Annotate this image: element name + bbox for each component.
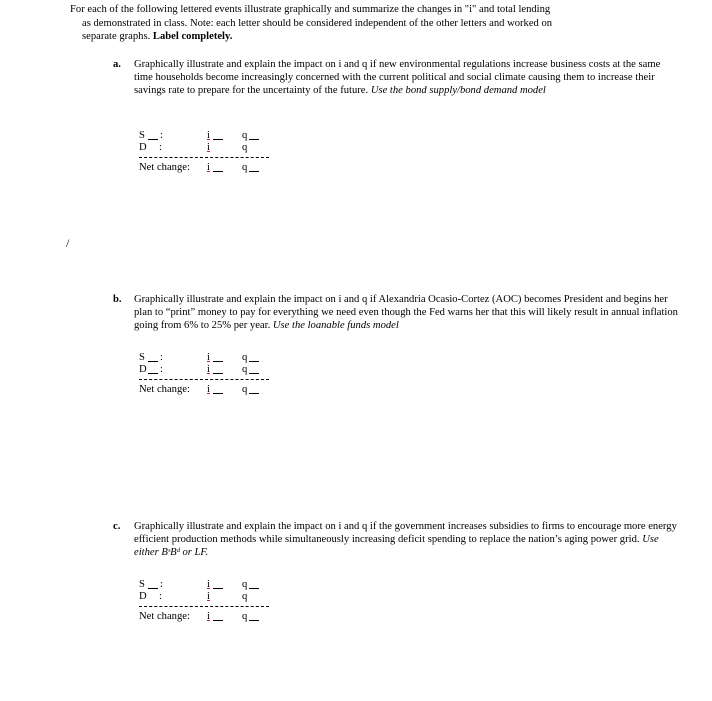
divider <box>139 157 269 158</box>
question-c <box>113 520 678 559</box>
question-text: Graphically illustrate and explain the impact on i and q if new environmental regulations increase business costs at the same time households become increasingly concerned with the current political and social climate causing them to increase their savings rate to prepare for the uncertainty of the future. <box>134 59 661 96</box>
q-label: q <box>242 364 248 375</box>
q-label: q <box>242 591 248 602</box>
q-label: q <box>242 130 248 141</box>
i-blank[interactable] <box>213 364 223 374</box>
supply-label: S <box>139 352 145 363</box>
i-label: i <box>207 142 210 153</box>
i-blank[interactable] <box>213 162 223 172</box>
model-instruction: Use the bond supply/bond demand model <box>370 85 546 96</box>
summary-block-c <box>139 579 274 623</box>
colon: : <box>159 142 162 153</box>
demand-label: D <box>139 142 147 153</box>
model-instruction: Use either BˢBᵈ or LF. <box>134 534 659 558</box>
i-blank[interactable] <box>213 579 223 589</box>
i-blank[interactable] <box>213 130 223 140</box>
q-label: q <box>242 579 248 590</box>
q-label: q <box>242 352 248 363</box>
colon: : <box>160 579 163 590</box>
margin-mark: / <box>66 236 70 250</box>
q-blank[interactable] <box>249 611 259 621</box>
question-label: a. <box>113 59 121 70</box>
question-label: b. <box>113 294 122 305</box>
divider <box>139 379 269 380</box>
demand-label: D <box>139 591 147 602</box>
q-blank[interactable] <box>249 162 259 172</box>
q-blank[interactable] <box>249 384 259 394</box>
intro-line-3: separate graphs. <box>82 31 151 42</box>
i-blank[interactable] <box>213 611 223 621</box>
colon: : <box>159 591 162 602</box>
i-label: i <box>207 162 210 173</box>
demand-label: D <box>139 364 147 375</box>
net-change-label: Net change: <box>139 611 190 622</box>
question-text: Graphically illustrate and explain the impact on i and q if the government increases subsidies to firms to encourage more energy efficient production methods while simultaneously increasing deficit spending to replace the nation’s aging power grid. <box>134 521 677 545</box>
q-blank[interactable] <box>249 364 259 374</box>
net-change-label: Net change: <box>139 384 190 395</box>
question-label: c. <box>113 521 121 532</box>
i-label: i <box>207 130 210 141</box>
supply-label: S <box>139 130 145 141</box>
i-label: i <box>207 579 210 590</box>
i-blank[interactable] <box>213 352 223 362</box>
q-blank[interactable] <box>249 579 259 589</box>
colon: : <box>160 364 163 375</box>
question-b <box>113 293 678 332</box>
intro-emphasis: Label completely. <box>152 31 233 42</box>
q-label: q <box>242 611 248 622</box>
i-label: i <box>207 384 210 395</box>
q-label: q <box>242 384 248 395</box>
q-blank[interactable] <box>249 130 259 140</box>
i-label: i <box>207 611 210 622</box>
supply-label: S <box>139 579 145 590</box>
i-label: i <box>207 364 210 375</box>
i-label: i <box>207 352 210 363</box>
question-text: Graphically illustrate and explain the impact on i and q if Alexandria Ocasio-Cortez (AOC) becomes President and begins her plan to “print” money to pay for everything we need even though the Fed warns her that this will likely result in annual inflation going from 6% to 25% per year. <box>134 294 678 331</box>
summary-block-a <box>139 130 274 174</box>
intro-line-1: For each of the following lettered events illustrate graphically and summarize the changes in "i" and total lending <box>70 4 551 15</box>
i-label: i <box>207 591 210 602</box>
summary-block-b <box>139 352 274 396</box>
net-change-label: Net change: <box>139 162 190 173</box>
divider <box>139 606 269 607</box>
q-label: q <box>242 162 248 173</box>
question-a <box>113 58 678 97</box>
intro-line-2: as demonstrated in class. Note: each letter should be considered independent of the other letters and worked on <box>82 17 553 29</box>
model-instruction: Use the loanable funds model <box>272 320 399 331</box>
i-blank[interactable] <box>213 384 223 394</box>
demand-blank[interactable] <box>148 364 158 374</box>
supply-blank[interactable] <box>148 130 158 140</box>
supply-blank[interactable] <box>148 352 158 362</box>
instructions <box>70 3 630 44</box>
colon: : <box>160 352 163 363</box>
supply-blank[interactable] <box>148 579 158 589</box>
q-label: q <box>242 142 248 153</box>
q-blank[interactable] <box>249 352 259 362</box>
colon: : <box>160 130 163 141</box>
